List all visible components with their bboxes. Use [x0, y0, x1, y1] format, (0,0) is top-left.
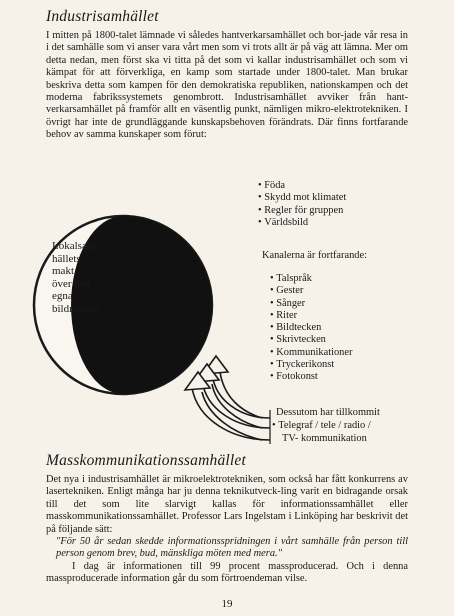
disk-label	[52, 240, 116, 316]
list-item: • Bildtecken	[270, 322, 352, 334]
list-item: • Föda	[258, 180, 346, 192]
channels-list	[270, 273, 352, 384]
list-item: • Gester	[270, 285, 352, 297]
disk-label-line: egna	[52, 290, 73, 303]
disk-label-line: makt	[52, 265, 74, 278]
body-paragraph-masskommunikation	[46, 474, 408, 586]
disk-label-line: hällets	[52, 252, 81, 265]
paragraph-text: I dag är informationen till 99 procent massproducerad. Och i denna massproducerade information går du som förtroendeman vilse.	[46, 560, 408, 585]
section-heading-industrisamhallet: Industrisamhället	[46, 8, 159, 25]
list-item: • Världsbild	[258, 217, 346, 229]
list-item: • Talspråk	[270, 273, 352, 285]
needs-list	[258, 180, 346, 229]
paragraph-text: Det nya i industrisamhället är mikroelektrotekniken, som också har fått konkurrens av lasertekniken. Enligt många har ju denna teknikutveck-ling varit en bidragande orsak till det som lite slarvigt kallas för informationssamhället eller masskommunikationssamhället. Professor Lars Ingelstam i Linköping har beskrivit det på följande sätt:	[46, 474, 408, 535]
page-number: 19	[221, 598, 233, 610]
disk-label-line: bildningen	[52, 302, 100, 315]
list-item: • Skydd mot klimatet	[258, 192, 346, 204]
quote-text: "För 50 år sedan skedde informationsspridningen i vårt samhälle från person till person genom brev, bud, mänskliga möten med mera."	[56, 536, 408, 560]
channels-intro: Kanalerna är fortfarande:	[262, 250, 367, 261]
list-item: • Regler för gruppen	[258, 205, 346, 217]
added-channels-line: TV- kommunikation	[282, 433, 367, 444]
added-channels-text: Telegraf / tele / radio /	[278, 420, 371, 431]
list-item: • Skrivtecken	[270, 334, 352, 346]
list-item: • Riter	[270, 310, 352, 322]
added-channels-intro: Dessutom har tillkommit	[276, 407, 380, 418]
list-item: • Tryckerikonst	[270, 359, 352, 371]
disk-label-line: Lokalsam-	[52, 240, 100, 252]
list-item: • Kommunikationer	[270, 347, 352, 359]
paragraph-text: I mitten på 1800-talet lämnade vi således hantverkarsamhället och bor-jade vår resa in i det samhälle som vi anser vara vårt men som vi trots allt är på väg att lämna. Mer om detta nedan, men först ska vi titta på det som vi kallar industrisamhället och som vi kämpat för att förverkliga, en kamp som startade under 1800-talet. Man brukar beskriva detta som kampen för den demokratiska republiken, nationskampen och det moderna fabrikssystemets genombrott. Industrisamhället avviker från hant-verkarsamhället på framför allt en väsentlig punkt, nämligen mikro-elektrotekniken. I övrigt har inte de grundläggande kunskapsbehoven förändrats. Där finns fortfarande behov av samma kunskaper som förut:	[46, 30, 408, 141]
disk-label-line: över den	[52, 277, 91, 290]
added-channels-line: • Telegraf / tele / radio /	[272, 420, 371, 431]
list-item: • Fotokonst	[270, 371, 352, 383]
section-heading-masskommunikation: Masskommunikationssamhället	[46, 452, 246, 469]
list-item: • Sånger	[270, 298, 352, 310]
